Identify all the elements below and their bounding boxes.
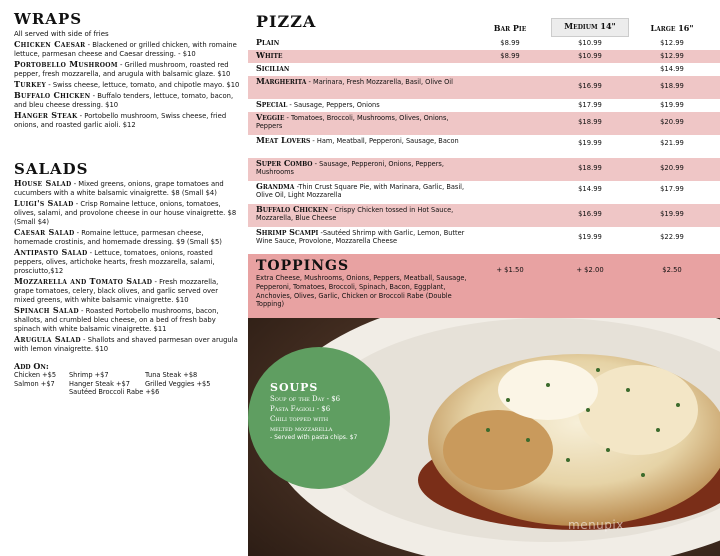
salad-item-name: Spinach Salad xyxy=(14,305,79,315)
wrap-item-desc: - Blackened or grilled chicken, with romaine lettuce, parmesan cheese and Caesar dressing. - $10 xyxy=(14,41,237,58)
price-large: $20.99 xyxy=(660,164,684,172)
pizza-desc: - Crispy Chicken tossed in Hot Sauce, Mozzarella, Blue Cheese xyxy=(256,206,454,223)
addon-item: Shrimp +$7 xyxy=(69,371,109,379)
salad-item xyxy=(14,179,240,198)
price-large: $19.99 xyxy=(660,210,684,218)
wrap-item-name: Portobello Mushroom xyxy=(14,59,118,69)
pizza-row-desc xyxy=(256,51,476,60)
wrap-item-name: Chicken Caesar xyxy=(14,39,86,49)
pizza-row-desc xyxy=(256,64,476,73)
price-large: $19.99 xyxy=(660,101,684,109)
pizza-row-desc xyxy=(256,113,476,130)
salad-item-desc: - Mixed greens, onions, grape tomatoes and cucumbers with a white balsamic vinaigrette. $8 (Small $4) xyxy=(14,180,224,197)
wrap-item-desc: - Grilled mushroom, roasted red pepper, fresh mozzarella, and arugula with balsamic glaze. $10 xyxy=(14,61,231,78)
salad-item xyxy=(14,306,240,334)
price-large: $22.99 xyxy=(660,233,684,241)
salad-item xyxy=(14,248,240,276)
salad-item-desc: - Crisp Romaine lettuce, onions, tomatoes, olives, salami, and provolone cheese in our house vinaigrette. $8 (Small $4) xyxy=(14,200,237,226)
salad-item xyxy=(14,199,240,227)
left-column xyxy=(0,0,248,556)
salads-section xyxy=(14,160,240,354)
wrap-item xyxy=(14,60,240,79)
addon-item: Hanger Steak +$7 xyxy=(69,379,130,388)
price-medium: $16.99 xyxy=(578,82,602,90)
column-header-medium: Medium 14" xyxy=(551,18,629,37)
addon-item: Salmon +$7 xyxy=(14,379,55,388)
wrap-item-desc: - Swiss cheese, lettuce, tomato, and chipotle mayo. $10 xyxy=(46,81,240,89)
soups-title: SOUPS xyxy=(270,381,319,394)
addon-item: Grilled Veggies +$5 xyxy=(145,379,211,388)
pizza-desc: - Ham, Meatball, Pepperoni, Sausage, Bacon xyxy=(310,137,459,145)
wrap-item xyxy=(14,111,240,130)
addon-grid xyxy=(14,371,240,397)
wraps-section xyxy=(14,10,240,130)
pizza-row-desc xyxy=(256,136,476,145)
salads-title: SALADS xyxy=(14,160,89,178)
price-medium: $18.99 xyxy=(578,118,602,126)
salad-item-desc: - Romaine lettuce, parmesan cheese, homemade crostinis, and homemade dressing. $9 (Small $5) xyxy=(14,229,222,246)
salad-item-desc: - Lettuce, tomatoes, onions, roasted peppers, olives, artichoke hearts, fresh mozzarella, salami, prosciutto,$12 xyxy=(14,249,215,275)
addon-section xyxy=(14,361,240,397)
price-medium: $14.99 xyxy=(578,185,602,193)
wrap-item xyxy=(14,91,240,110)
salad-item-desc: - Shallots and shaved parmesan over arugula with lemon vinaigrette. $10 xyxy=(14,336,238,353)
pizza-name: Super Combo xyxy=(256,158,313,168)
salad-item-name: Mozzarella and Tomato Salad xyxy=(14,276,153,286)
pizza-row-desc xyxy=(256,159,476,176)
wrap-item-name: Buffalo Chicken xyxy=(14,90,91,100)
price-large: $12.99 xyxy=(660,39,684,47)
pizza-row xyxy=(248,135,720,158)
price-bar: $8.99 xyxy=(500,39,520,47)
price-large: $14.99 xyxy=(660,65,684,73)
salad-item xyxy=(14,277,240,305)
salad-item-name: House Salad xyxy=(14,178,72,188)
wrap-item-desc: - Portobello mushroom, Swiss cheese, fried onions, and roasted garlic aioli. $12 xyxy=(14,112,227,129)
pizza-name: Meat Lovers xyxy=(256,135,311,145)
pizza-name: Sicilian xyxy=(256,63,290,73)
pizza-row xyxy=(248,158,720,181)
wrap-item-name: Hanger Steak xyxy=(14,110,78,120)
pizza-desc: - Sausage, Pepperoni, Onions, Peppers, Mushrooms xyxy=(256,160,444,177)
pizza-row xyxy=(248,112,720,135)
pizza-row xyxy=(248,204,720,227)
soup-note: - Served with pasta chips. $7 xyxy=(270,434,358,441)
pizza-name: Special xyxy=(256,99,288,109)
pizza-row xyxy=(248,63,720,76)
pizza-row xyxy=(248,181,720,204)
salad-item-name: Caesar Salad xyxy=(14,227,75,237)
price-medium: $17.99 xyxy=(578,101,602,109)
pizza-name: White xyxy=(256,50,283,60)
pizza-row-desc xyxy=(256,38,476,47)
toppings-desc: Extra Cheese, Mushrooms, Onions, Peppers, Meatball, Sausage, Pepperoni, Tomatoes, Broccoli, Spinach, Bacon, Eggplant, Anchovies, Olives, Garlic, Chicken or Broccoli Rabe (Double Topping) xyxy=(256,274,467,309)
price-large: $12.99 xyxy=(660,52,684,60)
addon-title: Add On: xyxy=(14,361,49,371)
pizza-name: Veggie xyxy=(256,112,285,122)
soups-badge xyxy=(248,347,390,489)
salad-item xyxy=(14,228,240,247)
pizza-desc: - Tomatoes, Broccoli, Mushrooms, Olives, Onions, Peppers xyxy=(256,114,449,131)
price-medium: $10.99 xyxy=(578,52,602,60)
soup-line: melted mozzarella xyxy=(270,425,333,433)
pizza-name: Grandma xyxy=(256,181,295,191)
addon-item: Tuna Steak +$8 xyxy=(145,371,198,379)
price-large: $20.99 xyxy=(660,118,684,126)
salad-item-name: Antipasto Salad xyxy=(14,247,88,257)
toppings-section xyxy=(248,254,720,318)
soup-line: Chili topped with xyxy=(270,415,329,423)
price-medium: $10.99 xyxy=(578,39,602,47)
price-medium: $16.99 xyxy=(578,210,602,218)
addon-item: Chicken +$5 xyxy=(14,371,57,379)
salad-item-desc: - Roasted Portobello mushrooms, bacon, shallots, and crumbled bleu cheese, on a bed of fresh baby spinach with white balsamic vinaigrette. $11 xyxy=(14,307,219,333)
pizza-desc: -Thin Crust Square Pie, with Marinara, Garlic, Basil, Olive Oil, Light Mozzarella xyxy=(256,183,465,200)
pizza-row xyxy=(248,76,720,99)
pizza-row-desc xyxy=(256,228,476,245)
pizza-name: Buffalo Chicken xyxy=(256,204,328,214)
pizza-row xyxy=(248,99,720,112)
column-header-bar-pie: Bar Pie xyxy=(493,23,527,33)
salad-item-name: Luigi's Salad xyxy=(14,198,74,208)
pizza-rows xyxy=(248,37,720,250)
pizza-name: Margherita xyxy=(256,76,307,86)
pizza-row xyxy=(248,37,720,50)
pizza-row-desc xyxy=(256,205,476,222)
price-medium: $18.99 xyxy=(578,164,602,172)
wrap-item-name: Turkey xyxy=(14,79,47,89)
toppings-price-medium: + $2.00 xyxy=(576,266,604,274)
addon-col-1 xyxy=(14,371,69,397)
addon-col-2 xyxy=(69,371,160,397)
column-header-large: Large 16" xyxy=(650,23,694,33)
toppings-price-bar: + $1.50 xyxy=(496,266,524,274)
soup-line: Soup of the Day - $6 xyxy=(270,395,341,403)
salad-item xyxy=(14,335,240,354)
wrap-item xyxy=(14,80,240,90)
wraps-subtitle: All served with side of fries xyxy=(14,30,109,38)
pizza-name: Shrimp Scampi xyxy=(256,227,319,237)
pizza-desc: -Sautéed Shrimp with Garlic, Lemon, Butter Wine Sauce, Provolone, Mozzarella Cheese xyxy=(256,229,465,246)
pizza-row xyxy=(248,227,720,250)
price-medium: $19.99 xyxy=(578,139,602,147)
watermark: menupix xyxy=(568,518,624,532)
pizza-title: PIZZA xyxy=(256,12,317,31)
price-bar: $8.99 xyxy=(500,52,520,60)
wrap-item-desc: - Buffalo tenders, lettuce, tomato, bacon, and bleu cheese dressing. $10 xyxy=(14,92,234,109)
price-medium: $19.99 xyxy=(578,233,602,241)
pizza-name: Plain xyxy=(256,37,280,47)
addon-col-3 xyxy=(145,371,225,397)
pizza-row-desc xyxy=(256,182,476,199)
toppings-title: TOPPINGS xyxy=(256,258,350,274)
soup-line: Pasta Fagioli - $6 xyxy=(270,405,331,413)
salad-item-name: Arugula Salad xyxy=(14,334,81,344)
salad-item-desc: - Fresh mozzarella, grape tomatoes, celery, black olives, and garlic served over mixed greens, with white balsamic vinaigrette. $10 xyxy=(14,278,219,304)
wrap-item xyxy=(14,40,240,59)
pizza-row-desc xyxy=(256,77,476,86)
toppings-price-large: $2.50 xyxy=(662,266,682,274)
pizza-desc: - Sausage, Peppers, Onions xyxy=(287,101,380,109)
price-large: $18.99 xyxy=(660,82,684,90)
pizza-desc: - Marinara, Fresh Mozzarella, Basil, Olive Oil xyxy=(306,78,453,86)
price-large: $21.99 xyxy=(660,139,684,147)
pizza-row xyxy=(248,50,720,63)
pizza-row-desc xyxy=(256,100,476,109)
addon-item: Sautéed Broccoli Rabe +$6 xyxy=(69,388,160,397)
wraps-title: WRAPS xyxy=(14,10,83,28)
price-large: $17.99 xyxy=(660,185,684,193)
